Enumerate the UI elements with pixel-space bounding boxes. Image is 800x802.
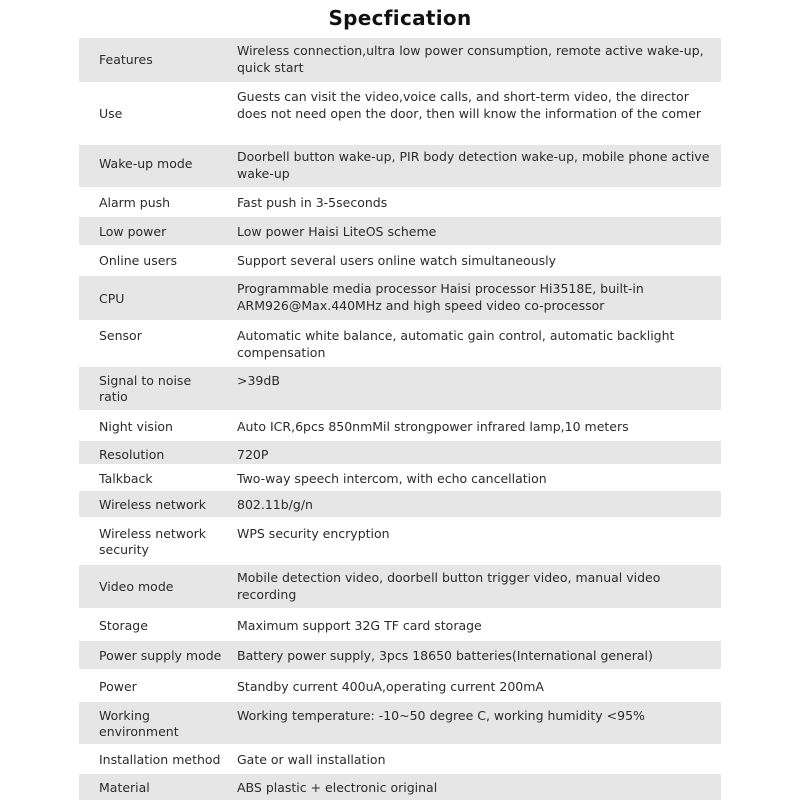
spec-label: Alarm push xyxy=(99,195,171,210)
spec-label: Wireless network xyxy=(99,497,207,512)
spec-row-sensor xyxy=(79,322,721,367)
spec-value: Battery power supply, 3pcs 18650 batteries(International general) xyxy=(237,648,653,663)
spec-value: Mobile detection video, doorbell button trigger video, manual video recording xyxy=(237,570,661,602)
spec-label: Online users xyxy=(99,253,178,268)
spec-label: Use xyxy=(99,106,123,121)
spec-value: Fast push in 3-5seconds xyxy=(237,195,388,210)
spec-label: Sensor xyxy=(99,328,142,343)
spec-value: Low power Haisi LiteOS scheme xyxy=(237,224,437,239)
spec-value: Two-way speech intercom, with echo cancellation xyxy=(237,471,547,486)
page-title: Specfication xyxy=(328,6,472,30)
spec-row-resolution xyxy=(79,441,721,466)
spec-label: Storage xyxy=(99,618,148,633)
spec-row-alarm-push xyxy=(79,189,721,217)
spec-value: Working temperature: -10~50 degree C, working humidity <95% xyxy=(237,708,645,723)
spec-label: Night vision xyxy=(99,419,173,434)
spec-value: Doorbell button wake-up, PIR body detection wake-up, mobile phone active wake-up xyxy=(237,149,710,181)
spec-row-wake-up-mode xyxy=(79,145,721,189)
spec-label: Signal to noise ratio xyxy=(99,373,192,404)
spec-label: Installation method xyxy=(99,752,221,767)
spec-label: Power xyxy=(99,679,137,694)
spec-value: ABS plastic + electronic original xyxy=(237,780,438,795)
spec-value: >39dB xyxy=(237,373,280,388)
spec-value: Gate or wall installation xyxy=(237,752,386,767)
spec-label: Material xyxy=(99,780,150,795)
spec-label: Wake-up mode xyxy=(99,156,193,171)
spec-table xyxy=(79,38,721,802)
spec-value: 802.11b/g/n xyxy=(237,497,313,512)
spec-value: WPS security encryption xyxy=(237,526,390,541)
spec-row-power xyxy=(79,671,721,702)
spec-row-material xyxy=(79,774,721,802)
spec-label: Working environment xyxy=(99,708,179,739)
spec-row-wireless-network xyxy=(79,491,721,519)
spec-label: CPU xyxy=(99,291,125,306)
spec-value: 720P xyxy=(237,447,269,462)
spec-label: Power supply mode xyxy=(99,648,222,663)
spec-value: Wireless connection,ultra low power consumption, remote active wake-up, quick start xyxy=(237,43,704,75)
spec-row-storage xyxy=(79,610,721,641)
spec-label: Low power xyxy=(99,224,167,239)
spec-value: Maximum support 32G TF card storage xyxy=(237,618,482,633)
spec-row-night-vision xyxy=(79,412,721,441)
spec-label: Features xyxy=(99,52,153,67)
spec-label: Wireless network security xyxy=(99,526,207,557)
spec-label: Resolution xyxy=(99,447,165,462)
spec-row-online-users xyxy=(79,247,721,276)
spec-row-signal-to-noise-ratio xyxy=(79,367,721,412)
spec-row-video-mode xyxy=(79,565,721,610)
spec-value: Support several users online watch simultaneously xyxy=(237,253,557,268)
spec-row-talkback xyxy=(79,466,721,491)
spec-row-working-environment xyxy=(79,702,721,746)
spec-row-features xyxy=(79,38,721,84)
spec-label: Video mode xyxy=(99,579,174,594)
spec-row-installation-method xyxy=(79,746,721,774)
spec-label: Talkback xyxy=(99,471,153,486)
spec-row-power-supply-mode xyxy=(79,641,721,671)
spec-row-low-power xyxy=(79,217,721,247)
spec-value: Standby current 400uA,operating current 200mA xyxy=(237,679,544,694)
spec-value: Guests can visit the video,voice calls, and short-term video, the director does not need open the door, then will know the information of the comer xyxy=(237,89,702,121)
spec-value: Automatic white balance, automatic gain control, automatic backlight compensation xyxy=(237,328,675,360)
spec-row-wireless-network-security xyxy=(79,519,721,565)
spec-row-cpu xyxy=(79,276,721,322)
spec-value: Programmable media processor Haisi processor Hi3518E, built-in ARM926@Max.440MHz and high speed video co-processor xyxy=(237,281,644,313)
spec-value: Auto ICR,6pcs 850nmMil strongpower infrared lamp,10 meters xyxy=(237,419,629,434)
spec-row-use xyxy=(79,84,721,145)
